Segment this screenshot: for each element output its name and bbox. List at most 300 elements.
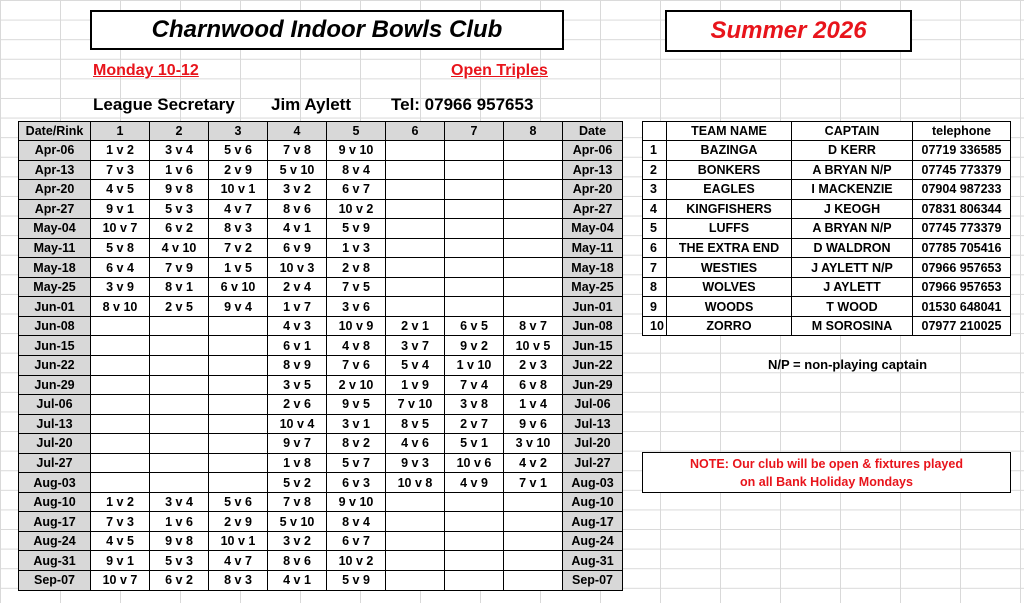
fixture-rink-cell — [504, 551, 563, 571]
fixture-rink-cell: 8 v 9 — [268, 356, 327, 376]
fixture-rink-cell: 7 v 4 — [445, 375, 504, 395]
fixture-rink-cell — [504, 219, 563, 239]
teams-header-cell — [643, 122, 667, 141]
fixture-row — [19, 238, 623, 258]
fixture-date-cell: Jul-27 — [19, 453, 91, 473]
fixture-rink-cell: 9 v 6 — [504, 414, 563, 434]
fixture-date-cell: Aug-24 — [19, 531, 91, 551]
fixture-row — [19, 434, 623, 454]
fixture-date-cell: Sep-07 — [563, 571, 623, 591]
fixture-rink-cell: 6 v 10 — [209, 277, 268, 297]
fixture-rink-cell: 5 v 3 — [150, 551, 209, 571]
team-name-cell: KINGFISHERS — [667, 199, 792, 219]
fixture-date-cell: Aug-03 — [563, 473, 623, 493]
fixtures-header-cell: Date — [563, 122, 623, 141]
fixture-rink-cell — [209, 356, 268, 376]
fixtures-header-cell: 4 — [268, 122, 327, 141]
team-captain-cell: T WOOD — [792, 297, 913, 317]
fixture-date-cell: Jul-06 — [563, 395, 623, 415]
fixture-rink-cell: 2 v 4 — [268, 277, 327, 297]
fixture-rink-cell: 1 v 10 — [445, 356, 504, 376]
fixture-rink-cell: 9 v 8 — [150, 180, 209, 200]
fixture-rink-cell: 7 v 5 — [327, 277, 386, 297]
team-captain-cell: A BRYAN N/P — [792, 160, 913, 180]
bank-holiday-note-line2: on all Bank Holiday Mondays — [740, 474, 913, 489]
team-row — [643, 199, 1011, 219]
fixture-rink-cell: 1 v 4 — [504, 395, 563, 415]
fixture-rink-cell: 8 v 10 — [91, 297, 150, 317]
fixture-date-cell: Apr-20 — [563, 180, 623, 200]
team-name-cell: ZORRO — [667, 316, 792, 336]
fixture-rink-cell: 6 v 1 — [268, 336, 327, 356]
fixture-rink-cell: 1 v 7 — [268, 297, 327, 317]
fixture-rink-cell — [445, 512, 504, 532]
fixture-row — [19, 180, 623, 200]
fixture-row — [19, 395, 623, 415]
fixture-date-cell: May-04 — [19, 219, 91, 239]
team-phone-cell: 01530 648041 — [913, 297, 1011, 317]
team-captain-cell: A BRYAN N/P — [792, 219, 913, 239]
fixture-rink-cell: 9 v 4 — [209, 297, 268, 317]
fixture-rink-cell: 9 v 7 — [268, 434, 327, 454]
team-captain-cell: M SOROSINA — [792, 316, 913, 336]
fixture-rink-cell: 4 v 8 — [327, 336, 386, 356]
fixture-rink-cell — [386, 199, 445, 219]
fixture-rink-cell: 7 v 2 — [209, 238, 268, 258]
fixture-rink-cell: 9 v 10 — [327, 492, 386, 512]
fixtures-header-cell: 7 — [445, 122, 504, 141]
fixture-date-cell: Jul-13 — [19, 414, 91, 434]
fixture-rink-cell: 2 v 5 — [150, 297, 209, 317]
fixture-rink-cell — [209, 336, 268, 356]
team-captain-cell: D KERR — [792, 141, 913, 161]
fixture-rink-cell: 3 v 8 — [445, 395, 504, 415]
fixture-rink-cell: 10 v 9 — [327, 316, 386, 336]
team-name-cell: WESTIES — [667, 258, 792, 278]
fixture-rink-cell — [445, 492, 504, 512]
fixture-rink-cell: 4 v 2 — [504, 453, 563, 473]
fixture-rink-cell — [445, 238, 504, 258]
fixture-row — [19, 551, 623, 571]
fixture-rink-cell — [445, 141, 504, 161]
fixture-rink-cell: 10 v 1 — [209, 180, 268, 200]
fixture-rink-cell — [386, 219, 445, 239]
fixture-rink-cell — [91, 434, 150, 454]
fixture-rink-cell: 7 v 10 — [386, 395, 445, 415]
fixture-rink-cell: 6 v 2 — [150, 571, 209, 591]
fixture-rink-cell — [504, 492, 563, 512]
teams-header-cell: telephone — [913, 122, 1011, 141]
fixture-rink-cell — [150, 434, 209, 454]
fixture-rink-cell: 7 v 8 — [268, 492, 327, 512]
fixture-rink-cell: 5 v 9 — [327, 219, 386, 239]
fixture-row — [19, 336, 623, 356]
fixture-rink-cell — [445, 277, 504, 297]
fixture-rink-cell — [386, 277, 445, 297]
fixture-rink-cell: 8 v 3 — [209, 219, 268, 239]
team-number-cell: 8 — [643, 277, 667, 297]
fixture-date-cell: Jul-20 — [19, 434, 91, 454]
fixture-rink-cell: 8 v 3 — [209, 571, 268, 591]
fixture-rink-cell: 10 v 2 — [327, 199, 386, 219]
fixture-rink-cell: 6 v 9 — [268, 238, 327, 258]
fixture-row — [19, 258, 623, 278]
fixture-rink-cell — [445, 219, 504, 239]
fixture-rink-cell: 1 v 6 — [150, 512, 209, 532]
fixture-rink-cell: 4 v 10 — [150, 238, 209, 258]
fixture-rink-cell: 3 v 5 — [268, 375, 327, 395]
fixture-rink-cell: 1 v 9 — [386, 375, 445, 395]
team-number-cell: 6 — [643, 238, 667, 258]
fixture-date-cell: Aug-31 — [19, 551, 91, 571]
fixtures-header-cell: 5 — [327, 122, 386, 141]
team-row — [643, 141, 1011, 161]
fixture-rink-cell: 5 v 4 — [386, 356, 445, 376]
team-captain-cell: D WALDRON — [792, 238, 913, 258]
team-row — [643, 219, 1011, 239]
fixture-rink-cell — [150, 375, 209, 395]
fixture-date-cell: Jun-22 — [19, 356, 91, 376]
fixture-rink-cell: 4 v 1 — [268, 571, 327, 591]
fixture-date-cell: Sep-07 — [19, 571, 91, 591]
fixture-rink-cell: 10 v 7 — [91, 219, 150, 239]
fixture-rink-cell: 7 v 1 — [504, 473, 563, 493]
fixture-rink-cell: 3 v 4 — [150, 492, 209, 512]
fixture-rink-cell — [386, 238, 445, 258]
fixture-rink-cell — [91, 395, 150, 415]
fixture-rink-cell: 4 v 5 — [91, 180, 150, 200]
fixture-date-cell: Jun-01 — [563, 297, 623, 317]
fixture-row — [19, 571, 623, 591]
fixture-date-cell: Jul-27 — [563, 453, 623, 473]
fixture-rink-cell: 3 v 9 — [91, 277, 150, 297]
fixture-rink-cell — [91, 336, 150, 356]
secretary-name: Jim Aylett — [271, 95, 351, 114]
fixture-rink-cell: 2 v 10 — [327, 375, 386, 395]
fixture-rink-cell — [445, 199, 504, 219]
fixtures-header-cell: 8 — [504, 122, 563, 141]
fixture-row — [19, 453, 623, 473]
fixture-rink-cell — [504, 199, 563, 219]
fixture-date-cell: Jun-08 — [19, 316, 91, 336]
fixture-date-cell: Aug-03 — [19, 473, 91, 493]
fixture-date-cell: May-11 — [563, 238, 623, 258]
fixture-rink-cell: 3 v 7 — [386, 336, 445, 356]
fixture-date-cell: May-11 — [19, 238, 91, 258]
fixture-rink-cell: 6 v 3 — [327, 473, 386, 493]
fixture-rink-cell: 10 v 8 — [386, 473, 445, 493]
fixture-rink-cell: 8 v 4 — [327, 512, 386, 532]
team-name-cell: LUFFS — [667, 219, 792, 239]
secretary-label: League Secretary — [93, 95, 235, 114]
fixture-row — [19, 297, 623, 317]
fixture-date-cell: Aug-10 — [19, 492, 91, 512]
fixture-rink-cell: 8 v 1 — [150, 277, 209, 297]
non-playing-note: N/P = non-playing captain — [768, 357, 928, 372]
fixture-rink-cell: 5 v 10 — [268, 160, 327, 180]
team-number-cell: 5 — [643, 219, 667, 239]
fixture-rink-cell: 5 v 9 — [327, 571, 386, 591]
fixture-rink-cell: 2 v 1 — [386, 316, 445, 336]
fixture-rink-cell — [209, 453, 268, 473]
secretary-telephone: Tel: 07966 957653 — [391, 95, 534, 114]
fixture-rink-cell: 4 v 7 — [209, 199, 268, 219]
fixture-rink-cell — [504, 141, 563, 161]
fixture-date-cell: Jun-29 — [563, 375, 623, 395]
fixture-date-cell: Apr-06 — [563, 141, 623, 161]
fixture-date-cell: Jul-20 — [563, 434, 623, 454]
team-number-cell: 1 — [643, 141, 667, 161]
fixture-row — [19, 531, 623, 551]
team-phone-cell: 07785 705416 — [913, 238, 1011, 258]
team-row — [643, 160, 1011, 180]
team-row — [643, 238, 1011, 258]
fixture-rink-cell: 8 v 5 — [386, 414, 445, 434]
teams-header-cell: TEAM NAME — [667, 122, 792, 141]
fixture-rink-cell: 5 v 2 — [268, 473, 327, 493]
fixture-rink-cell: 9 v 1 — [91, 199, 150, 219]
fixture-rink-cell — [386, 512, 445, 532]
fixture-row — [19, 473, 623, 493]
fixture-rink-cell: 8 v 6 — [268, 199, 327, 219]
fixture-row — [19, 141, 623, 161]
fixture-row — [19, 375, 623, 395]
fixture-rink-cell: 9 v 2 — [445, 336, 504, 356]
team-row — [643, 297, 1011, 317]
fixture-rink-cell: 6 v 4 — [91, 258, 150, 278]
fixture-rink-cell: 10 v 6 — [445, 453, 504, 473]
team-number-cell: 2 — [643, 160, 667, 180]
fixture-rink-cell: 6 v 7 — [327, 180, 386, 200]
fixture-rink-cell — [386, 160, 445, 180]
fixture-rink-cell: 8 v 6 — [268, 551, 327, 571]
fixture-rink-cell — [150, 316, 209, 336]
fixture-rink-cell: 4 v 5 — [91, 531, 150, 551]
fixture-rink-cell — [504, 531, 563, 551]
fixture-rink-cell: 2 v 9 — [209, 512, 268, 532]
fixtures-header-cell: 2 — [150, 122, 209, 141]
team-name-cell: BAZINGA — [667, 141, 792, 161]
fixtures-table — [18, 121, 623, 591]
fixture-rink-cell — [445, 258, 504, 278]
fixture-date-cell: Jun-08 — [563, 316, 623, 336]
team-captain-cell: J KEOGH — [792, 199, 913, 219]
team-phone-cell: 07966 957653 — [913, 277, 1011, 297]
fixtures-header-cell: 1 — [91, 122, 150, 141]
fixture-row — [19, 356, 623, 376]
fixture-rink-cell: 1 v 2 — [91, 141, 150, 161]
fixture-rink-cell — [209, 414, 268, 434]
fixture-rink-cell: 8 v 7 — [504, 316, 563, 336]
team-phone-cell: 07719 336585 — [913, 141, 1011, 161]
fixture-date-cell: Jun-29 — [19, 375, 91, 395]
fixture-date-cell: Apr-27 — [563, 199, 623, 219]
fixture-rink-cell — [504, 180, 563, 200]
fixture-rink-cell — [445, 180, 504, 200]
team-name-cell: WOLVES — [667, 277, 792, 297]
team-row — [643, 277, 1011, 297]
fixture-rink-cell: 6 v 2 — [150, 219, 209, 239]
fixture-rink-cell: 5 v 1 — [445, 434, 504, 454]
fixture-date-cell: Apr-13 — [19, 160, 91, 180]
fixture-row — [19, 277, 623, 297]
fixture-date-cell: May-25 — [563, 277, 623, 297]
fixture-date-cell: May-18 — [19, 258, 91, 278]
fixture-rink-cell — [504, 238, 563, 258]
fixtures-header-cell: Date/Rink — [19, 122, 91, 141]
fixture-rink-cell — [386, 141, 445, 161]
season-title: Summer 2026 — [665, 10, 912, 52]
fixture-date-cell: Apr-13 — [563, 160, 623, 180]
fixture-date-cell: Jul-06 — [19, 395, 91, 415]
fixture-rink-cell: 10 v 5 — [504, 336, 563, 356]
team-phone-cell: 07745 773379 — [913, 160, 1011, 180]
team-phone-cell: 07966 957653 — [913, 258, 1011, 278]
fixture-rink-cell — [91, 356, 150, 376]
fixture-rink-cell: 5 v 7 — [327, 453, 386, 473]
fixture-rink-cell — [504, 258, 563, 278]
fixture-rink-cell: 10 v 7 — [91, 571, 150, 591]
fixture-rink-cell: 5 v 8 — [91, 238, 150, 258]
team-captain-cell: I MACKENZIE — [792, 180, 913, 200]
fixture-rink-cell — [91, 453, 150, 473]
fixture-rink-cell — [445, 160, 504, 180]
fixture-rink-cell: 3 v 2 — [268, 531, 327, 551]
fixture-rink-cell: 1 v 2 — [91, 492, 150, 512]
fixture-rink-cell: 5 v 6 — [209, 492, 268, 512]
fixture-rink-cell — [150, 395, 209, 415]
fixture-rink-cell: 2 v 3 — [504, 356, 563, 376]
fixture-date-cell: Apr-06 — [19, 141, 91, 161]
fixture-rink-cell — [150, 336, 209, 356]
fixture-row — [19, 492, 623, 512]
team-name-cell: EAGLES — [667, 180, 792, 200]
fixture-rink-cell: 1 v 5 — [209, 258, 268, 278]
fixture-rink-cell — [445, 551, 504, 571]
fixture-rink-cell: 5 v 3 — [150, 199, 209, 219]
fixture-date-cell: Apr-20 — [19, 180, 91, 200]
fixtures-header-cell: 3 — [209, 122, 268, 141]
team-phone-cell: 07745 773379 — [913, 219, 1011, 239]
team-phone-cell: 07904 987233 — [913, 180, 1011, 200]
team-captain-cell: J AYLETT — [792, 277, 913, 297]
fixture-date-cell: Aug-10 — [563, 492, 623, 512]
fixture-rink-cell: 5 v 10 — [268, 512, 327, 532]
fixture-rink-cell: 10 v 4 — [268, 414, 327, 434]
fixture-rink-cell: 8 v 2 — [327, 434, 386, 454]
team-name-cell: THE EXTRA END — [667, 238, 792, 258]
fixture-rink-cell: 10 v 3 — [268, 258, 327, 278]
fixture-row — [19, 219, 623, 239]
fixture-rink-cell: 3 v 6 — [327, 297, 386, 317]
fixture-rink-cell — [504, 160, 563, 180]
team-name-cell: WOODS — [667, 297, 792, 317]
fixture-rink-cell: 6 v 7 — [327, 531, 386, 551]
fixture-row — [19, 160, 623, 180]
team-number-cell: 7 — [643, 258, 667, 278]
session-label: Monday 10-12 — [93, 62, 199, 79]
fixture-rink-cell: 1 v 3 — [327, 238, 386, 258]
fixture-rink-cell — [209, 316, 268, 336]
fixture-rink-cell — [504, 297, 563, 317]
fixture-rink-cell: 3 v 4 — [150, 141, 209, 161]
fixture-rink-cell — [386, 297, 445, 317]
fixture-rink-cell: 4 v 7 — [209, 551, 268, 571]
club-title: Charnwood Indoor Bowls Club — [90, 10, 564, 50]
fixture-row — [19, 199, 623, 219]
fixture-rink-cell: 4 v 1 — [268, 219, 327, 239]
fixture-rink-cell: 4 v 3 — [268, 316, 327, 336]
fixture-rink-cell — [386, 531, 445, 551]
fixture-rink-cell: 2 v 9 — [209, 160, 268, 180]
fixture-rink-cell: 3 v 1 — [327, 414, 386, 434]
fixture-rink-cell — [91, 316, 150, 336]
fixture-rink-cell — [445, 571, 504, 591]
fixture-rink-cell: 6 v 5 — [445, 316, 504, 336]
fixture-rink-cell — [504, 571, 563, 591]
fixture-rink-cell — [445, 531, 504, 551]
fixture-date-cell: May-04 — [563, 219, 623, 239]
team-row — [643, 258, 1011, 278]
team-captain-cell: J AYLETT N/P — [792, 258, 913, 278]
fixture-rink-cell: 7 v 3 — [91, 512, 150, 532]
fixture-rink-cell — [386, 492, 445, 512]
fixture-rink-cell — [150, 414, 209, 434]
fixture-rink-cell — [386, 258, 445, 278]
fixture-rink-cell — [91, 375, 150, 395]
fixture-date-cell: Jun-22 — [563, 356, 623, 376]
fixture-rink-cell: 2 v 7 — [445, 414, 504, 434]
fixture-rink-cell: 7 v 6 — [327, 356, 386, 376]
fixture-rink-cell: 9 v 10 — [327, 141, 386, 161]
fixture-rink-cell — [91, 414, 150, 434]
fixture-rink-cell — [209, 375, 268, 395]
fixture-row — [19, 414, 623, 434]
fixture-rink-cell — [445, 297, 504, 317]
fixture-rink-cell: 6 v 8 — [504, 375, 563, 395]
fixture-date-cell: Apr-27 — [19, 199, 91, 219]
fixture-rink-cell: 4 v 6 — [386, 434, 445, 454]
team-row — [643, 316, 1011, 336]
team-name-cell: BONKERS — [667, 160, 792, 180]
fixture-rink-cell — [504, 512, 563, 532]
fixture-date-cell: May-18 — [563, 258, 623, 278]
fixture-rink-cell: 1 v 6 — [150, 160, 209, 180]
fixtures-header-cell: 6 — [386, 122, 445, 141]
fixture-date-cell: Jun-15 — [563, 336, 623, 356]
fixture-rink-cell — [91, 473, 150, 493]
teams-table — [642, 121, 1011, 336]
team-number-cell: 3 — [643, 180, 667, 200]
fixture-rink-cell — [386, 551, 445, 571]
fixture-rink-cell — [150, 473, 209, 493]
fixture-date-cell: Aug-24 — [563, 531, 623, 551]
fixture-rink-cell: 9 v 3 — [386, 453, 445, 473]
fixture-rink-cell — [504, 277, 563, 297]
team-phone-cell: 07831 806344 — [913, 199, 1011, 219]
fixture-rink-cell: 7 v 8 — [268, 141, 327, 161]
fixture-rink-cell — [209, 395, 268, 415]
fixture-date-cell: May-25 — [19, 277, 91, 297]
team-phone-cell: 07977 210025 — [913, 316, 1011, 336]
fixture-date-cell: Aug-17 — [563, 512, 623, 532]
fixture-row — [19, 512, 623, 532]
fixture-date-cell: Aug-31 — [563, 551, 623, 571]
fixture-rink-cell: 9 v 1 — [91, 551, 150, 571]
team-number-cell: 4 — [643, 199, 667, 219]
fixture-rink-cell: 8 v 4 — [327, 160, 386, 180]
fixture-rink-cell — [209, 473, 268, 493]
